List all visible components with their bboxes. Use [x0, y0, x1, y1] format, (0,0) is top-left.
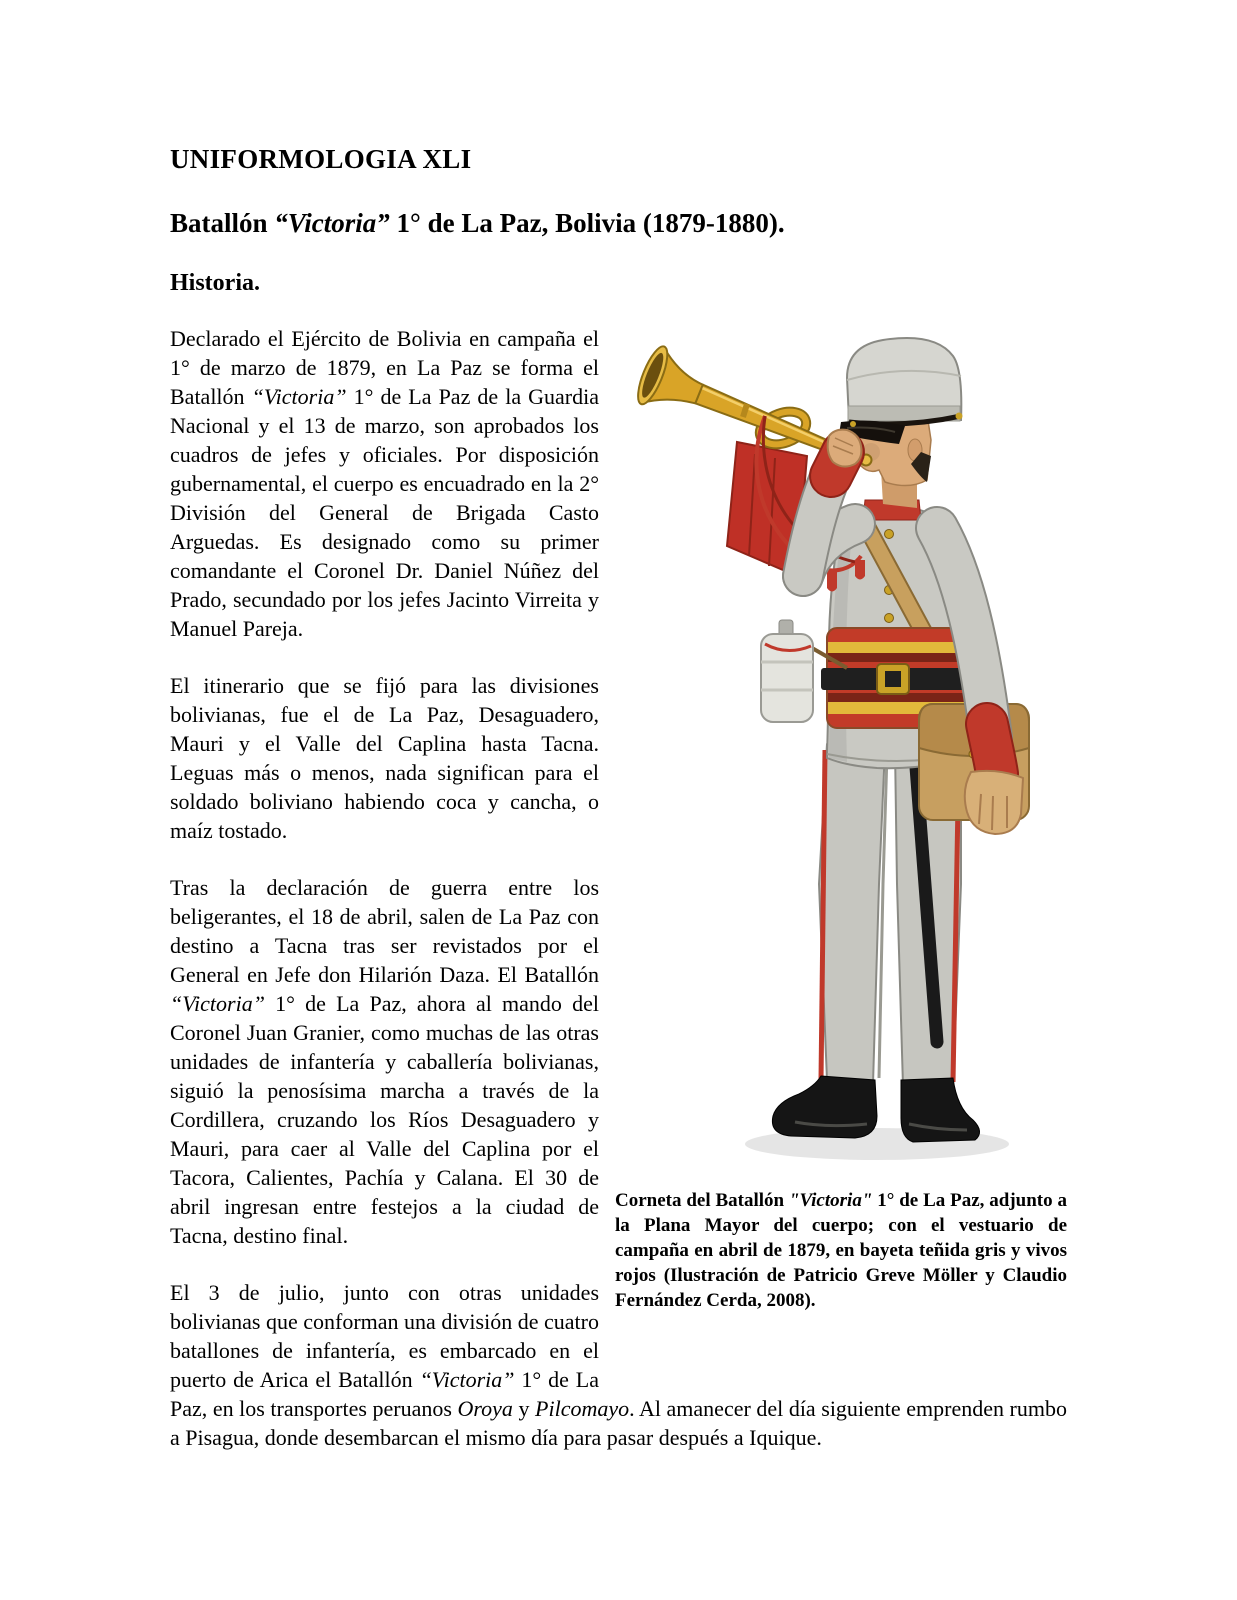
waist-belt: [821, 664, 973, 694]
right-hand: [828, 430, 862, 467]
text-run: Corneta del Batallón: [615, 1190, 789, 1211]
text-run: Batallón: [170, 208, 275, 238]
kepi-cap: [839, 338, 963, 444]
text-run: 1° de La Paz, adjunto a la Plana Mayor del cuerpo; con el vestuario de campaña en abril de 1879, en bayeta teñida gris y vivos rojos (Ilustración de Patricio Greve Möller y Claudio Fernández Cerda, 2008).: [615, 1190, 1067, 1311]
left-glove: [965, 771, 1023, 834]
italic-run: "Victoria": [788, 1190, 873, 1211]
article-body: [170, 324, 1067, 1452]
bugler-illustration: [615, 324, 1067, 1180]
text-run: El itinerario que se fijó para las divisiones bolivianas, fue el de La Paz, Desaguadero, Mauri y el Valle del Caplina hasta Tacna. Leguas más o menos, nada significan para el soldado boliviano habiendo coca y cancha, o maíz tostado.: [170, 673, 599, 843]
text-run: 1° de La Paz, ahora al mando del Coronel Juan Granier, como muchas de las otras unidades de infantería y caballería bolivianas, siguió la penosísima marcha a través de la Cordillera, cruzando los Ríos Desaguadero y Mauri, para caer al Valle del Caplina por el Tacora, Calientes, Pachía y Calana. El 30 de abril ingresan entre festejos a la ciudad de Tacna, destino final.: [170, 991, 599, 1248]
text-run: 1° de La Paz, en los transportes peruanos: [170, 1367, 599, 1421]
figure-caption: [615, 1188, 1067, 1313]
uniform-figure: [615, 324, 1067, 1313]
italic-run: “Victoria”: [419, 1367, 515, 1392]
bugler-illustration-svg: [615, 324, 1067, 1180]
italic-run: Pilcomayo: [535, 1396, 630, 1421]
text-run: y: [512, 1396, 536, 1421]
text-run: . Al amanecer del día siguiente emprenden rumbo a Pisagua, donde desembarcan el mismo día para pasar después a Iquique.: [170, 1396, 1067, 1450]
italic-run: “Victoria”: [274, 208, 390, 238]
text-run: El 3 de julio, junto con otras unidades bolivianas que conforman una división de cuatro batallones de infantería, es embarcado en el puerto de Arica el Batallón: [170, 1280, 599, 1392]
text-run: 1° de La Paz de la Guardia Nacional y el 13 de marzo, son aprobados los cuadros de jefes y oficiales. Por disposición gubernamental, el cuerpo es encuadrado en la 2° División del General de Brigada Casto Arguedas. Es designado como su primer comandante el Coronel Dr. Daniel Núñez del Prado, secundado por los jefes Jacinto Virreita y Manuel Pareja.: [170, 384, 599, 641]
italic-run: “Victoria”: [251, 384, 347, 409]
document-title: UNIFORMOLOGIA XLI: [170, 144, 472, 174]
italic-run: Oroya: [457, 1396, 513, 1421]
text-run: Tras la declaración de guerra entre los beligerantes, el 18 de abril, salen de La Paz con destino a Tacna tras ser revistados por el General en Jefe don Hilarión Daza. El Batallón: [170, 875, 599, 987]
text-run: 1° de La Paz, Bolivia (1879-1880).: [389, 208, 785, 238]
document-subtitle: [170, 206, 1067, 240]
section-heading-historia: Historia.: [170, 270, 260, 296]
text-run: Declarado el Ejército de Bolivia en campaña el 1° de marzo de 1879, en La Paz se forma el Batallón: [170, 326, 599, 409]
italic-run: “Victoria”: [170, 991, 265, 1016]
